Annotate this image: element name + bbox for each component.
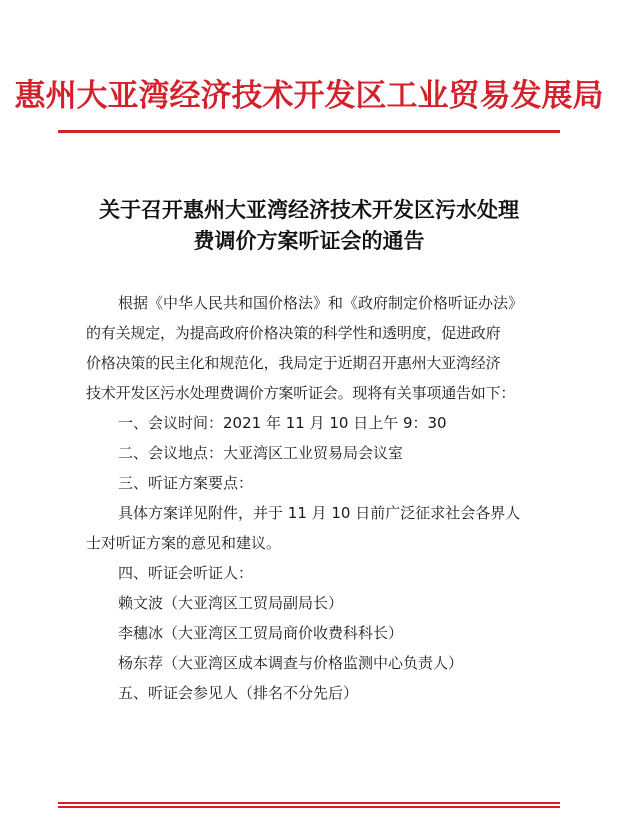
plan-detail-line: 士对听证方案的意见和建议。 [86, 534, 282, 552]
header-divider-line [58, 130, 560, 133]
item-plan-points: 三、听证方案要点： [118, 474, 254, 492]
document-title-line-2: 费调价方案听证会的通告 [193, 228, 425, 253]
organization-header: 惠州大亚湾经济技术开发区工业贸易发展局 [14, 78, 604, 114]
item-hearers: 四、听证会听证人： [118, 564, 254, 582]
footer-line-upper [58, 802, 560, 804]
footer-line-lower [58, 806, 560, 808]
item-meeting-time: 一、会议时间：2021 年 11 月 10 日上午 9：30 [118, 414, 447, 432]
hearer-entry: 李穗冰（大亚湾区工贸局商价收费科科长） [118, 624, 404, 642]
hearer-entry: 杨东荐（大亚湾区成本调查与价格监测中心负责人） [118, 654, 464, 672]
paragraph-line: 技术开发区污水处理费调价方案听证会。现将有关事项通告如下： [86, 384, 516, 402]
paragraph-line: 的有关规定，为提高政府价格决策的科学性和透明度，促进政府 [86, 324, 501, 342]
item-participants: 五、听证会参见人（排名不分先后） [118, 684, 359, 702]
document-title [0, 194, 618, 256]
document-title-line-1: 关于召开惠州大亚湾经济技术开发区污水处理 [99, 197, 519, 222]
document-body [86, 288, 556, 708]
hearer-entry: 赖文波（大亚湾区工贸局副局长） [118, 594, 344, 612]
paragraph-line: 根据《中华人民共和国价格法》和《政府制定价格听证办法》 [118, 294, 524, 312]
plan-detail-line: 具体方案详见附件，并于 11 月 10 日前广泛征求社会各界人 [118, 504, 521, 522]
paragraph-line: 价格决策的民主化和规范化，我局定于近期召开惠州大亚湾经济 [86, 354, 501, 372]
footer-divider-lines [58, 802, 560, 809]
item-meeting-location: 二、会议地点：大亚湾区工业贸易局会议室 [118, 444, 404, 462]
